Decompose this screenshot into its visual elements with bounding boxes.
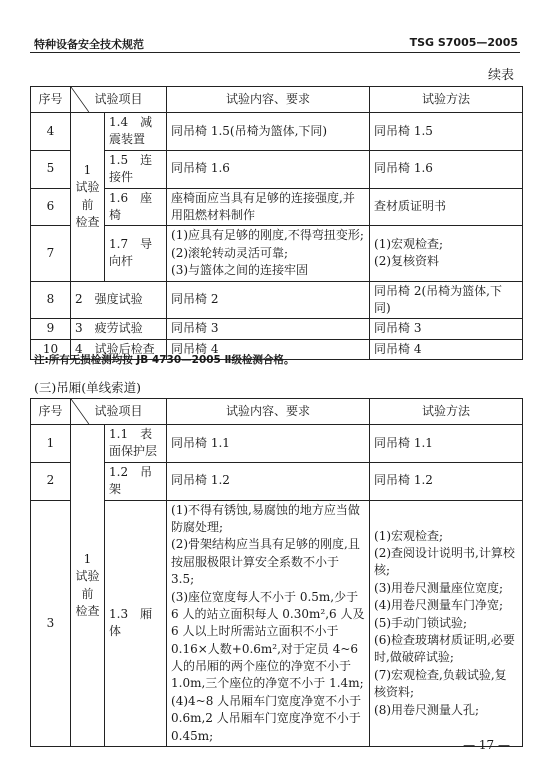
table-note: 注:所有无损检测均按 JB 4730—2005 Ⅱ级检测合格。: [34, 354, 295, 366]
header-standard-code: TSG S7005—2005: [409, 36, 518, 49]
test-method: (1)宏观检查; (2)查阅设计说明书,计算校核; (3)用卷尺测量座位宽度; (4)用卷尺测量车门净宽; (5)手动门锁试验; (6)检查玻璃材质证明,必要时,做破碎试验; (7)宏观检查,负载试验,复核资料; (8)用卷尺测量人孔;: [370, 500, 523, 746]
table-row: [31, 226, 523, 281]
test-method: 同吊椅 4: [370, 339, 523, 359]
col-header-item: 试验项目: [71, 399, 167, 425]
row-number: 4: [31, 113, 71, 151]
test-content: 同吊椅 2: [167, 281, 370, 319]
table-row: [31, 188, 523, 226]
test-content: 同吊椅 1.2: [167, 462, 370, 500]
test-item: 1.5 连接件: [105, 150, 167, 188]
test-item: 1.1 表面保护层: [105, 425, 167, 463]
test-method: 同吊椅 1.1: [370, 425, 523, 463]
page-header: [30, 30, 520, 53]
test-item: 1.4 减震装置: [105, 113, 167, 151]
test-content: 同吊椅 1.6: [167, 150, 370, 188]
row-number: 3: [31, 500, 71, 746]
test-method: 同吊椅 3: [370, 319, 523, 339]
table-row: [31, 462, 523, 500]
table-row: [31, 150, 523, 188]
section-title: (三)吊厢(单线索道): [34, 380, 142, 395]
inspection-table-2: [30, 398, 523, 747]
row-number: 9: [31, 319, 71, 339]
row-number: 2: [31, 462, 71, 500]
col-header-no: 序号: [31, 87, 71, 113]
group-label: 1 试验 前 检查: [71, 425, 105, 747]
test-method: 同吊椅 1.2: [370, 462, 523, 500]
inspection-table-1: [30, 86, 523, 360]
row-number: 8: [31, 281, 71, 319]
col-header-method: 试验方法: [370, 87, 523, 113]
continued-label: 续表: [487, 68, 514, 83]
table-row: [31, 425, 523, 463]
header-title: 特种设备安全技术规范: [34, 38, 144, 51]
row-number: 10: [31, 339, 71, 359]
test-method: (1)宏观检查; (2)复核资料: [370, 226, 523, 281]
row-number: 7: [31, 226, 71, 281]
test-method: 同吊椅 1.5: [370, 113, 523, 151]
test-content: (1)不得有锈蚀,易腐蚀的地方应当做防腐处理; (2)骨架结构应当具有足够的刚度,且按屈服极限计算安全系数不小于 3.5; (3)座位宽度每人不小于 0.5m,少于 6 人的站立面积每人 0.30m²,6 人及 6 人以上时所需站立面积不小于 0.16×人数+0.6m²,对于定员 4~6 人的吊厢的两个座位的净宽不小于 1.0m,三个座位的净宽不小于 1.4m; (4)4~8 人吊厢车门宽度净宽不小于 0.6m,2 人吊厢车门宽度净宽不小于 0.45m;: [167, 500, 370, 746]
test-content: 同吊椅 4: [167, 339, 370, 359]
col-header-content: 试验内容、要求: [167, 87, 370, 113]
table-row: [31, 500, 523, 746]
col-header-no: 序号: [31, 399, 71, 425]
test-method: 查材质证明书: [370, 188, 523, 226]
table-row: [31, 281, 523, 319]
test-item: 1.7 导向杆: [105, 226, 167, 281]
test-content: 座椅面应当具有足够的连接强度,并用阻燃材料制作: [167, 188, 370, 226]
test-content: 同吊椅 1.1: [167, 425, 370, 463]
col-header-method: 试验方法: [370, 399, 523, 425]
test-content: 同吊椅 3: [167, 319, 370, 339]
test-item: 1.3 厢体: [105, 500, 167, 746]
group-label: 1 试验 前 检查: [71, 113, 105, 282]
col-header-item: 试验项目: [71, 87, 167, 113]
row-number: 5: [31, 150, 71, 188]
test-method: 同吊椅 1.6: [370, 150, 523, 188]
col-header-content: 试验内容、要求: [167, 399, 370, 425]
test-item: 1.6 座椅: [105, 188, 167, 226]
test-item: 4 试验后检查: [71, 339, 167, 359]
test-content: (1)应具有足够的刚度,不得弯扭变形; (2)滚轮转动灵活可靠; (3)与篮体之间的连接牢固: [167, 226, 370, 281]
test-item: 1.2 吊架: [105, 462, 167, 500]
table-row: [31, 319, 523, 339]
table-row: [31, 113, 523, 151]
page-number: — 17 —: [463, 738, 510, 752]
test-item: 2 强度试验: [71, 281, 167, 319]
row-number: 1: [31, 425, 71, 463]
test-content: 同吊椅 1.5(吊椅为篮体,下同): [167, 113, 370, 151]
test-method: 同吊椅 2(吊椅为篮体,下同): [370, 281, 523, 319]
test-item: 3 疲劳试验: [71, 319, 167, 339]
row-number: 6: [31, 188, 71, 226]
